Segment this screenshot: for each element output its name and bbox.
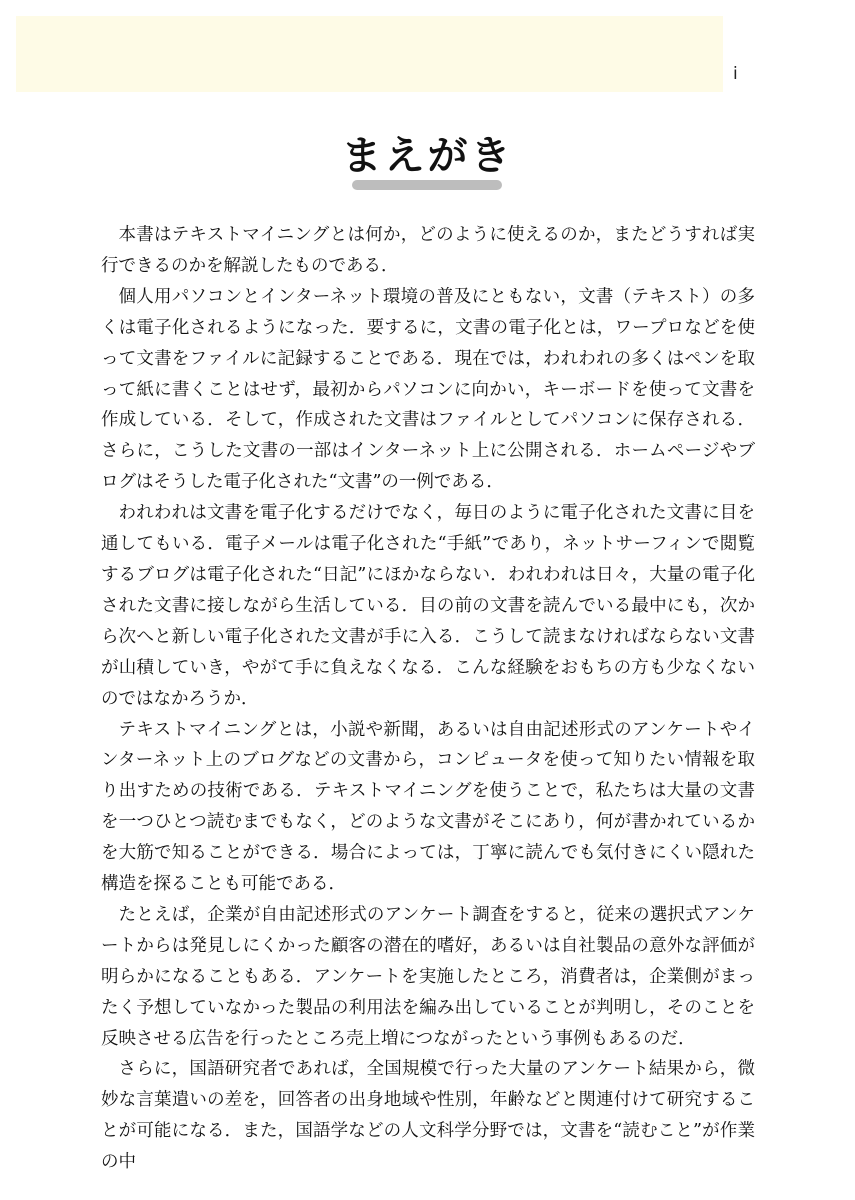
paragraph: たとえば，企業が自由記述形式のアンケート調査をすると，従来の選択式アンケートからは発見しにくかった顧客の潜在的嗜好，あるいは自社製品の意外な評価が明らかになることもある．アンケートを実施したところ，消費者は，企業側がまったく予想していなかった製品の利用法を編み出していることが判明し，そのことを反映させる広告を行ったところ売上増につながったという事例もあるのだ． (101, 904, 755, 1049)
title-underline (352, 180, 502, 190)
header-band (16, 16, 723, 92)
paragraph: さらに，国語研究者であれば，全国規模で行った大量のアンケート結果から，微妙な言葉遣いの差を，回答者の出身地域や性別，年齢などと関連付けて研究することが可能になる．また，国語学などの人文科学分野では，文書を“読むこと”が作業の中 (101, 1059, 755, 1173)
body-text (101, 220, 755, 1178)
paragraph: われわれは文書を電子化するだけでなく，毎日のように電子化された文書に目を通してもいる．電子メールは電子化された“手紙”であり，ネットサーフィンで閲覧するブログは電子化された“日記”にほかならない．われわれは日々，大量の電子化された文書に接しながら生活している．目の前の文書を読んでいる最中にも，次から次へと新しい電子化された文書が手に入る．こうして読まなければならない文書が山積していき，やがて手に負えなくなる．こんな経験をおもちの方も少なくないのではなかろうか． (101, 503, 755, 709)
paragraph: テキストマイニングとは，小説や新聞，あるいは自由記述形式のアンケートやインターネット上のブログなどの文書から，コンピュータを使って知りたい情報を取り出すための技術である．テキストマイニングを使うことで，私たちは大量の文書を一つひとつ読むまでもなく，どのような文書がそこにあり，何が書かれているかを大筋で知ることができる．場合によっては，丁寧に読んでも気付きにくい隠れた構造を探ることも可能である． (101, 719, 755, 895)
page-number: i (733, 64, 738, 84)
page-title: まえがき (341, 133, 514, 179)
paragraph: 本書はテキストマイニングとは何か，どのように使えるのか，またどうすれば実行できるのかを解説したものである． (101, 225, 755, 276)
paragraph: 個人用パソコンとインターネット環境の普及にともない，文書（テキスト）の多くは電子化されるようになった．要するに，文書の電子化とは，ワープロなどを使って文書をファイルに記録することである．現在では，われわれの多くはペンを取って紙に書くことはせず，最初からパソコンに向かい，キーボードを使って文書を作成している．そして，作成された文書はファイルとしてパソコンに保存される．さらに，こうした文書の一部はインターネット上に公開される．ホームページやブログはそうした電子化された“文書”の一例である． (101, 286, 755, 493)
